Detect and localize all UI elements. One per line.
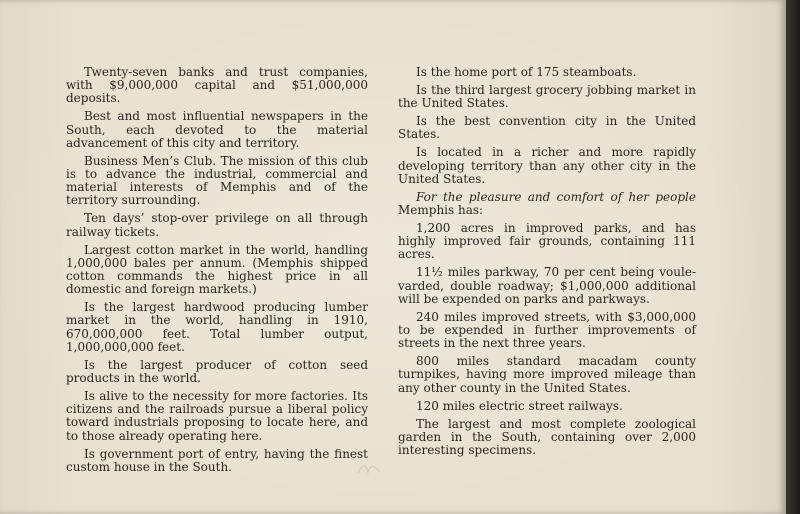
- paragraph-grocery-market: Is the third largest grocery jobbing market in the United States.: [398, 83, 696, 111]
- paragraph-cotton-seed: Is the largest producer of cotton seed products in the world.: [66, 357, 368, 386]
- right-column: [398, 66, 696, 462]
- pleasure-intro-italic: For the pleasure and comfort of her people: [416, 189, 696, 204]
- pleasure-intro-rest: Memphis has:: [398, 203, 484, 218]
- paragraph-territory: Is located in a richer and more rapidly developing territory than any other city in the United States.: [398, 145, 696, 186]
- paragraph-lumber-market: Is the largest hardwood producing lumber market in the world, handling in 1910, 670,000,000 feet. Total lumber output, 1,000,000,000 feet.: [66, 300, 368, 354]
- paragraph-stop-over: Ten days’ stop-over privilege on all through railway tickets.: [66, 211, 368, 239]
- faint-page-mark: [354, 460, 384, 478]
- paragraph-convention-city: Is the best convention city in the United States.: [398, 114, 696, 142]
- faint-mark-icon: [354, 460, 384, 478]
- paragraph-parks: 1,200 acres in improved parks, and has highly improved fair grounds, containing 111 acres.: [398, 221, 696, 262]
- paragraph-streets: 240 miles improved streets, with $3,000,000 to be expended in further improvements of streets in the next three years.: [398, 309, 696, 351]
- paragraph-cotton-market: Largest cotton market in the world, handling 1,000,000 bales per annum. (Memphis shipped cotton commands the highest price in all domestic and foreign markets.): [66, 242, 368, 297]
- paragraph-business-club: Business Men’s Club. The mission of this club is to advance the industrial, commercial and material interests of Memphis and of the territory surrounding.: [66, 153, 368, 208]
- paragraph-turnpikes: 800 miles standard macadam county turnpikes, having more improved mileage than any other county in the United States.: [398, 354, 696, 395]
- book-page-edge: [786, 0, 800, 514]
- left-column: [66, 66, 368, 479]
- paragraph-banks: Twenty-seven banks and trust companies, with $9,000,000 capital and $51,000,000 deposits.: [66, 65, 368, 106]
- paragraph-parkway: 11½ miles parkway, 70 per cent being voulevarded, double roadway; $1,000,000 additional will be expended on parks and parkways.: [398, 265, 696, 306]
- paragraph-newspapers: Best and most influential newspapers in the South, each devoted to the material advancement of this city and territory.: [66, 109, 368, 150]
- paragraph-steamboats: Is the home port of 175 steamboats.: [416, 65, 637, 79]
- paragraph-railways: 120 miles electric street railways.: [416, 398, 623, 413]
- paragraph-zoo: The largest and most complete zoological garden in the South, containing over 2,000 interesting specimens.: [398, 416, 696, 458]
- paragraph-port-of-entry: Is government port of entry, having the finest custom house in the South.: [66, 446, 368, 474]
- paragraph-factories: Is alive to the necessity for more factories. Its citizens and the railroads pursue a liberal policy toward industrials proposing to locate here, and to those already operating here.: [66, 389, 368, 443]
- paragraph-pleasure-intro: [398, 191, 696, 217]
